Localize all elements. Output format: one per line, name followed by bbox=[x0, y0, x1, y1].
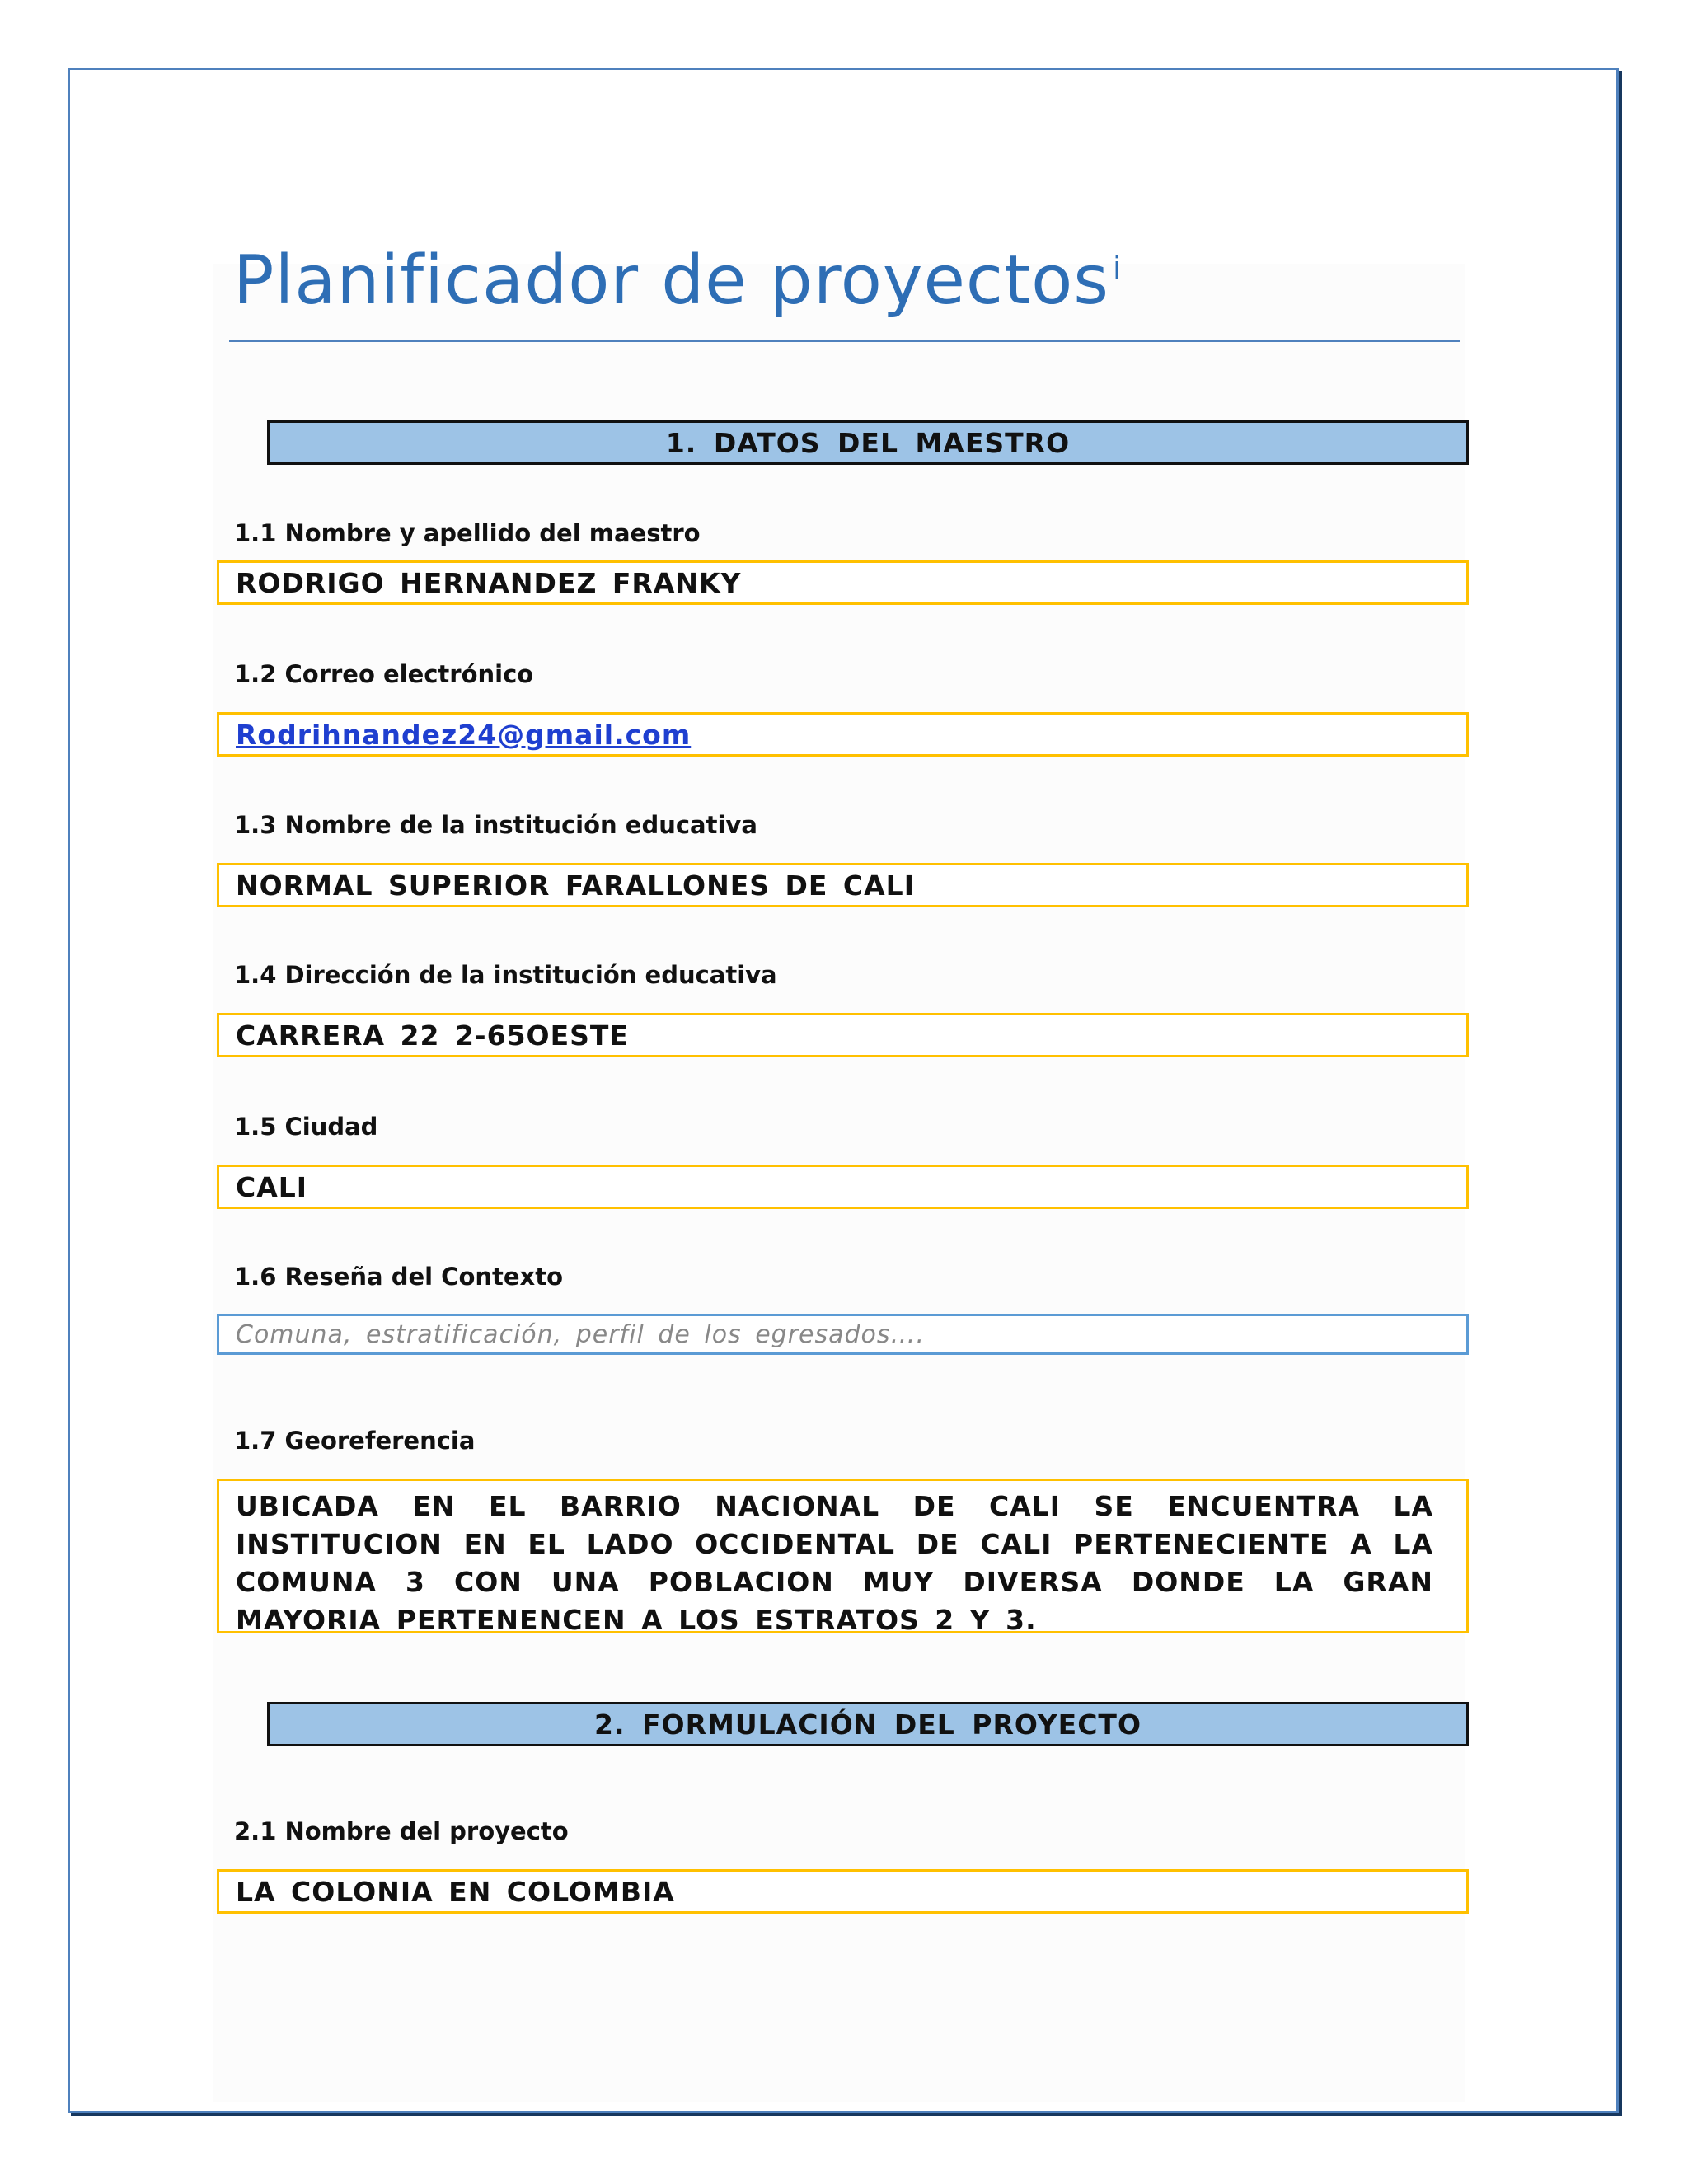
email-field[interactable] bbox=[217, 712, 1469, 757]
section-heading-formulacion: 2. FORMULACIÓN DEL PROYECTO bbox=[267, 1702, 1469, 1746]
page-title-text: Planificador de proyectos bbox=[233, 241, 1110, 320]
email-label: 1.2 Correo electrónico bbox=[234, 660, 534, 688]
context-field[interactable]: Comuna, estratificación, perfil de los egresados…. bbox=[217, 1314, 1469, 1355]
georeference-field[interactable]: UBICADA EN EL BARRIO NACIONAL DE CALI SE ENCUENTRA LA INSTITUCION EN EL LADO OCCIDENTAL DE CALI PERTENECIENTE A LA COMUNA 3 CON UNA POBLACION MUY DIVERSA DONDE LA GRAN MAYORIA PERTENENCEN A LOS ESTRATOS 2 Y 3. bbox=[217, 1479, 1469, 1633]
teacher-name-field[interactable]: RODRIGO HERNANDEZ FRANKY bbox=[217, 560, 1469, 605]
georeference-label: 1.7 Georeferencia bbox=[234, 1427, 476, 1455]
project-name-field[interactable]: LA COLONIA EN COLOMBIA bbox=[217, 1869, 1469, 1914]
title-underline bbox=[229, 340, 1460, 342]
project-name-label: 2.1 Nombre del proyecto bbox=[234, 1817, 569, 1845]
city-label: 1.5 Ciudad bbox=[234, 1113, 378, 1141]
city-field[interactable]: CALI bbox=[217, 1165, 1469, 1209]
institution-name-field[interactable]: NORMAL SUPERIOR FARALLONES DE CALI bbox=[217, 863, 1469, 907]
footnote-mark: i bbox=[1113, 250, 1123, 286]
institution-name-label: 1.3 Nombre de la institución educativa bbox=[234, 811, 757, 839]
institution-address-label: 1.4 Dirección de la institución educativa bbox=[234, 961, 777, 989]
section-heading-datos-maestro: 1. DATOS DEL MAESTRO bbox=[267, 420, 1469, 465]
teacher-name-label: 1.1 Nombre y apellido del maestro bbox=[234, 519, 701, 547]
context-label: 1.6 Reseña del Contexto bbox=[234, 1263, 564, 1291]
institution-address-field[interactable]: CARRERA 22 2-65OESTE bbox=[217, 1013, 1469, 1057]
email-link[interactable]: Rodrihnandez24@gmail.com bbox=[236, 718, 692, 751]
page-title bbox=[233, 241, 1123, 320]
